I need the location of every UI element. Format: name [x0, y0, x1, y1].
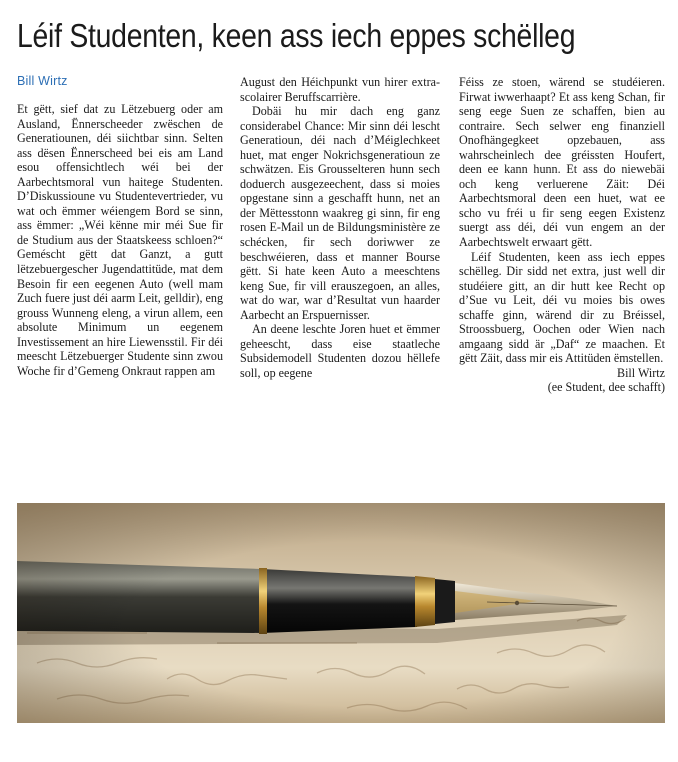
paragraph: Dobäi hu mir dach eng ganz considerabel Chance: Mir sinn déi lescht Generatioun, déi nach d’Méiglechkeet huet, mat enger Nokrichsgeneratioun ze schwätzen. Eis Grousselteren hunn sech doduerch ausgezeechent, dass si moies opgestane sinn a geschafft hunn, net an der Mëttesstonn waakreg gi sinn, fir eng rosen E-Mail un de Bildungsministère ze schécken, fir sech doriwwer ze beschwéieren, dass et manner Bourse gëtt. Si hate keen Auto a meeschtens keng Sue, fir vill erauszegoen, an alles, wat do war, war d’Resultat vun haarder Aarbecht an Erspuernisser.	[240, 104, 440, 322]
fountain-pen-photo	[17, 503, 665, 723]
paragraph: Féiss ze stoen, wärend se studéieren. Firwat iwwerhaapt? Et ass keng Schan, fir seng eege Suen ze schaffen, bien au contraire. Sech selwer eng finanziell Onofhängegkeet opzebauen, ass wahrscheinlech dee gréissten Houfert, deen ee kann hunn. Et ass do niewebäi och keng verluerene Zäit: Déi Aarbechtsmoral deen een huet, wat ee scho vu fréi u fir seng eegen Existenz suergt ass déi, déi vun engem an der Aarbechtswelt erwaart gëtt.	[459, 75, 665, 250]
paragraph: An deene leschte Joren huet et ëmmer geheescht, dass eise staatleche Subsidemodell Studenten dozou hëllefe soll, op eegene	[240, 322, 440, 380]
page-title: Léif Studenten, keen ass iech eppes schëlleg	[17, 17, 576, 54]
author-note: (ee Student, dee schafft)	[547, 380, 665, 395]
paragraph: Léif Studenten, keen ass iech eppes schëlleg. Dir sidd net extra, just well dir studéiere gitt, an dir hutt kee Recht op d’Sue vu Leit, déi vu moies bis owes schaffe ginn, wärend dir zu Bréissel, Stroossbuerg, Oochen oder Wien nach amgaang sidd är „Daf“ ze maachen. Et gëtt Zäit, dass mir eis Attitüden ëmstellen.	[459, 249, 665, 366]
fountain-pen-icon	[17, 503, 665, 723]
author-byline: Bill Wirtz	[17, 74, 68, 88]
article-column-1	[17, 102, 223, 378]
paragraph: Et gëtt, sief dat zu Lëtzebuerg oder am Ausland, Ënnerscheeder zwëschen de Generatiounen, déi siichtbar sinn. Selten ass dësen Ënnerscheed bei eis am Land esou offensichtlech wéi bei der Aarbechtsmoral vun haitege Studenten. D’Diskussioune vu Studentevertrieder, vu wat och ëmmer wéiengem Bord se sinn, ass ëmmer: „Wéi kënne mir méi Sue fir de Studium aus der Staatskeess schloen?“ Geméscht gëtt dat Ganzt, a gutt lëtzebuergescher Jugendattitüde, mat dem Besoin fir een eegenen Auto (well mam Zuch fuere just déi aarm Leit, gelldir), eng grouss Wunneng eleng, a virun allem, een absolute Minimum un eegenem Investissement an hire Liewensstil. Fir déi meescht Lëtzebuerger Studente sinn zwou Woche fir d’Gemeng Onkraut rappen am	[17, 102, 223, 378]
paragraph: August den Héichpunkt vun hirer extra-scolairer Beruffscarrière.	[240, 75, 440, 104]
article-column-2	[240, 75, 440, 380]
author-signature: Bill Wirtz	[617, 365, 665, 380]
article-column-3	[459, 75, 665, 395]
